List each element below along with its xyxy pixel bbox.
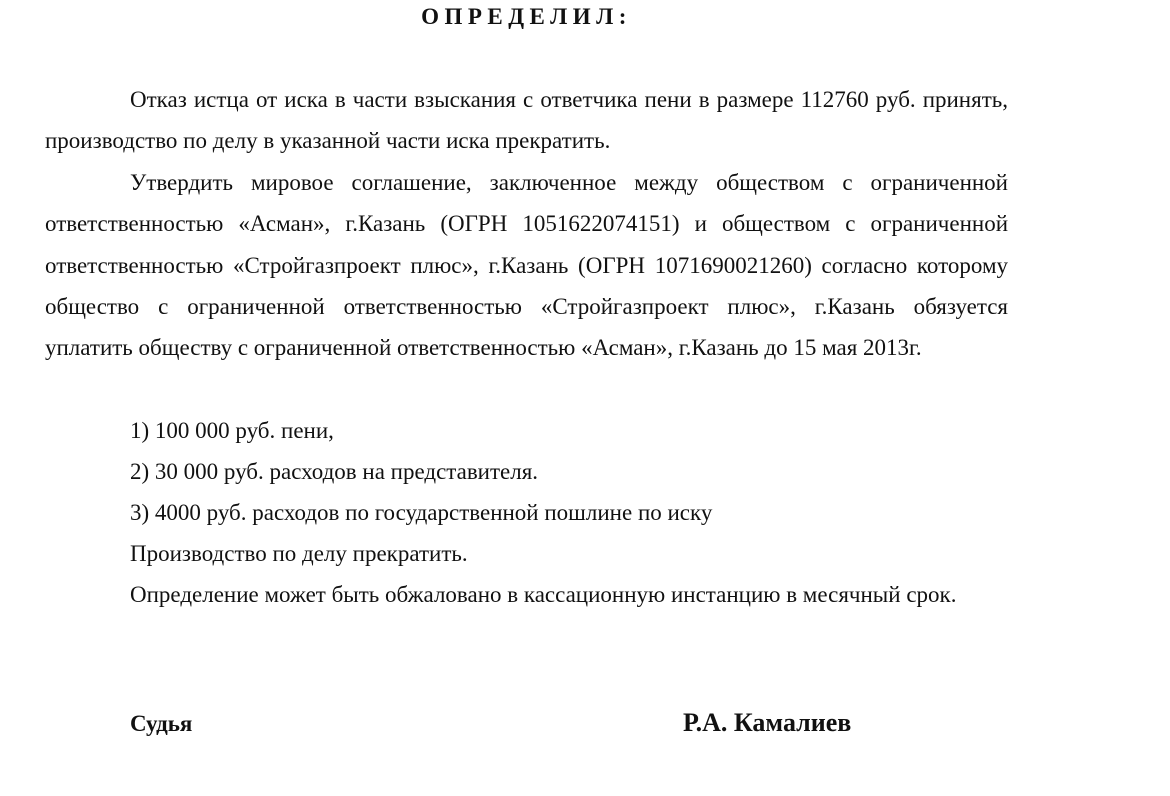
paragraph-refusal: Отказ истца от иска в части взыскания с ответчика пени в размере 112760 руб. принять, производство по делу в указанной части иска прекратить. xyxy=(45,87,1008,154)
list-item: 3) 4000 руб. расходов по государственной пошлине по иску xyxy=(130,500,713,525)
closing-line: Определение может быть обжаловано в кассационную инстанцию в месячный срок. xyxy=(130,582,957,607)
list-item: 1) 100 000 руб. пени, xyxy=(130,418,334,443)
signature-title: Судья xyxy=(130,711,193,736)
document-heading: ОПРЕДЕЛИЛ: xyxy=(421,4,632,29)
paragraph-settlement: Утвердить мировое соглашение, заключенное между обществом с ограниченной ответственностью «Асман», г.Казань (ОГРН 1051622074151) и обществом с ограниченной ответственностью «Стройгазпроект плюс», г.Казань (ОГРН 1071690021260) согласно которому общество с ограниченной ответственностью «Стройгазпроект плюс», г.Казань обязуется уплатить обществу с ограниченной ответственностью «Асман», г.Казань до 15 мая 2013г. xyxy=(45,170,1008,361)
list-item: 2) 30 000 руб. расходов на представителя. xyxy=(130,459,539,484)
signature-name: Р.А. Камалиев xyxy=(683,708,852,737)
closing-line: Производство по делу прекратить. xyxy=(130,541,468,566)
